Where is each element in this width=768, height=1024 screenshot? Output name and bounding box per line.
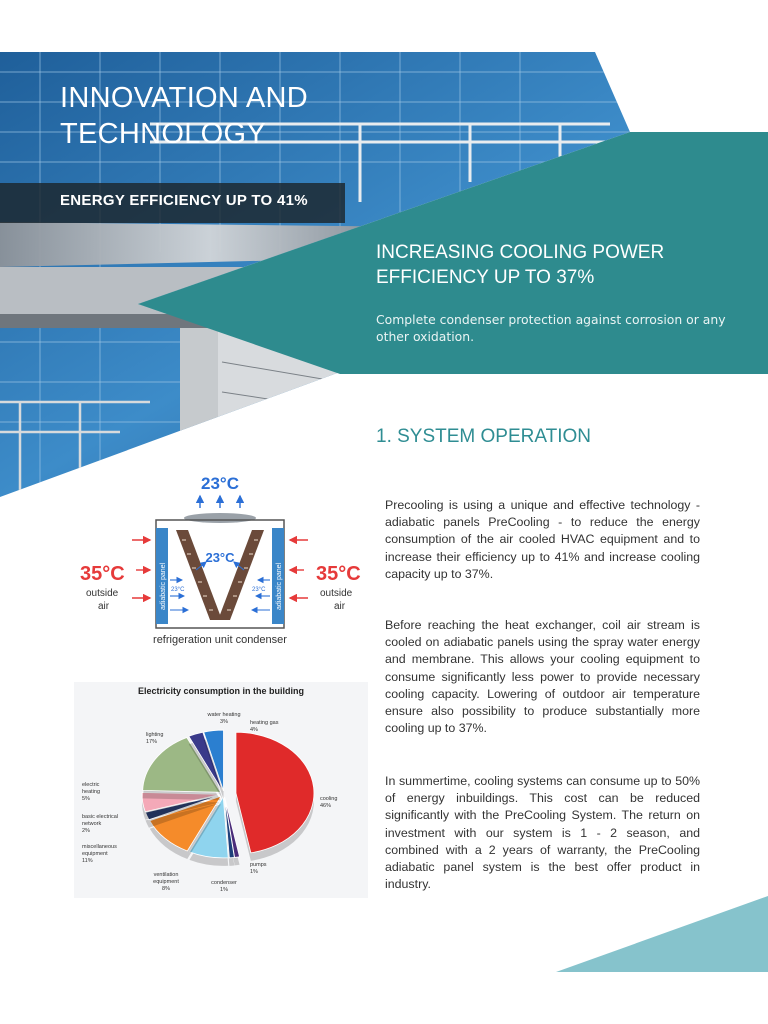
pie-label-ventilation-equipment: equipment bbox=[153, 879, 179, 885]
teal-subtext: Complete condenser protection against corrosion or any other oxidation. bbox=[376, 312, 726, 344]
page-title-line1: INNOVATION AND bbox=[60, 82, 309, 114]
right-panel-label: adiabatic panel bbox=[276, 562, 283, 610]
pie-label-ventilation-equipment: 8% bbox=[162, 886, 170, 892]
condenser-frame bbox=[156, 520, 284, 628]
pie-label-pumps: pumps bbox=[250, 862, 267, 868]
diagram-caption: refrigeration unit condenser bbox=[153, 634, 287, 646]
page-title-line2: TECHNOLOGY bbox=[60, 118, 267, 150]
paragraph-2: Before reaching the heat exchanger, coil air stream is cooled on adiabatic panels using the spray water energy and membrane. This allows your cooling equipment to consume significantly less power to provide necessary cooling capacity. Lowering of outdoor air temperature ensure also possibility to produce substantially more cooling up to 37%. bbox=[385, 618, 700, 736]
up-arrows bbox=[200, 496, 240, 508]
pie-label-heating-gas: heating gas bbox=[250, 720, 279, 726]
pie-label-ventilation-equipment: ventilation bbox=[153, 872, 179, 878]
pie-label-electric-heating: 5% bbox=[82, 796, 90, 802]
right-temp: 35°C bbox=[316, 563, 361, 585]
pie-label-heating-gas: 4% bbox=[250, 727, 258, 733]
corner-decoration bbox=[556, 896, 768, 972]
pie-label-miscellaneous-equipment: 11% bbox=[82, 858, 93, 864]
right-air-line2: air bbox=[334, 601, 346, 612]
pie-label-condenser: 1% bbox=[220, 887, 228, 893]
pie-label-lighting: 17% bbox=[146, 739, 158, 745]
section-title: 1. SYSTEM OPERATION bbox=[376, 426, 592, 447]
page-title bbox=[60, 80, 360, 152]
center-temp: 23°C bbox=[205, 550, 235, 565]
right-small-temp: 23°C bbox=[252, 587, 266, 593]
pie-label-electric-heating: heating bbox=[82, 789, 101, 795]
left-temp: 35°C bbox=[80, 563, 125, 585]
teal-heading-line1: INCREASING COOLING POWER bbox=[376, 242, 665, 263]
pie-chart-title: Electricity consumption in the building bbox=[137, 686, 305, 696]
paragraph-3: In summertime, cooling systems can consume up to 50% of energy inbuildings. This cost can be reduced significantly with the PreCooling System. The return on investment with our system is 1 - 2 season, and combined with a 2 years of warranty, the PreCooling adiabatic panel system is the best offer product in industry. bbox=[385, 774, 700, 892]
pie-label-condenser: condenser bbox=[211, 880, 237, 886]
pie-label-electric-heating: electric bbox=[82, 782, 100, 788]
fan-icon bbox=[184, 513, 256, 523]
pie-label-pumps: 1% bbox=[250, 869, 258, 875]
pie-label-lighting: lighting bbox=[146, 732, 164, 738]
top-temp: 23°C bbox=[201, 474, 239, 493]
paragraph-1: Precooling is using a unique and effective technology - adiabatic panels PreCooling - to reduce the energy consumption of the air cooled HVAC equipment and to increase their efficiency up to 41% and increase cooling capacity up to 37%. bbox=[385, 498, 700, 581]
pie-label-basic-electrical-network: 2% bbox=[82, 828, 90, 834]
left-air-line1: outside bbox=[86, 588, 119, 599]
pie-label-basic-electrical-network: basic electrical bbox=[82, 814, 119, 820]
pie-label-cooling: 46% bbox=[320, 803, 332, 809]
system-diagram bbox=[70, 470, 370, 660]
pie-label-basic-electrical-network: network bbox=[82, 821, 102, 827]
inner-arrows bbox=[170, 562, 270, 610]
pie-label-miscellaneous-equipment: equipment bbox=[82, 851, 108, 857]
pie-chart bbox=[74, 682, 368, 898]
left-air-line2: air bbox=[98, 601, 110, 612]
teal-heading-line2: EFFICIENCY UP TO 37% bbox=[376, 267, 595, 288]
pie-label-miscellaneous-equipment: miscellaneous bbox=[82, 844, 117, 850]
teal-heading bbox=[376, 240, 736, 290]
v-coil bbox=[176, 530, 264, 620]
left-panel-label: adiabatic panel bbox=[160, 562, 167, 610]
left-small-temp: 23°C bbox=[171, 587, 185, 593]
page-subtitle: ENERGY EFFICIENCY UP TO 41% bbox=[60, 192, 308, 209]
pie-label-cooling: cooling bbox=[320, 796, 338, 802]
pie-label-water-heating: water heating bbox=[207, 712, 241, 718]
pie-label-water-heating: 3% bbox=[220, 719, 228, 725]
right-air-line1: outside bbox=[320, 588, 353, 599]
